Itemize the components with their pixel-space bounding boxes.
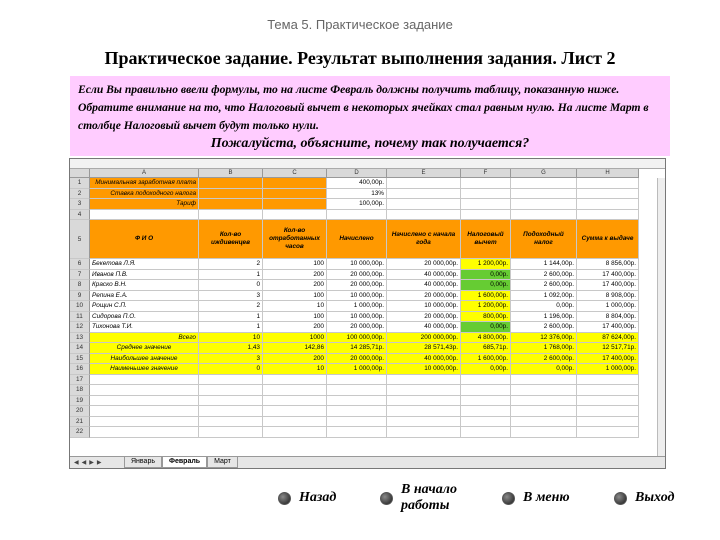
cell-f14[interactable]: 685,71р.: [461, 343, 511, 354]
cell-b18[interactable]: [199, 385, 263, 396]
cell-b13[interactable]: 10: [199, 333, 263, 344]
cell-e2[interactable]: [387, 189, 461, 200]
cell-e20[interactable]: [387, 406, 461, 417]
cell-f20[interactable]: [461, 406, 511, 417]
cell-d16[interactable]: 1 000,00р.: [327, 364, 387, 375]
cell-a15[interactable]: Наибольшее значение: [90, 354, 199, 365]
cell-c11[interactable]: 100: [263, 312, 327, 323]
cell-d4[interactable]: [327, 210, 387, 221]
cell-e4[interactable]: [387, 210, 461, 221]
cell-d17[interactable]: [327, 375, 387, 386]
cell-e6[interactable]: 20 000,00р.: [387, 259, 461, 270]
cell-c6[interactable]: 100: [263, 259, 327, 270]
row-header[interactable]: 11: [70, 312, 90, 323]
table-row: [70, 322, 639, 333]
spreadsheet-grid: [70, 178, 639, 438]
cell-h22[interactable]: [577, 427, 639, 438]
cell-h20[interactable]: [577, 406, 639, 417]
cell-f3[interactable]: [461, 199, 511, 210]
cell-a16[interactable]: Наименьшее значение: [90, 364, 199, 375]
instruction-question: Пожалуйста, объясните, почему так получается?: [210, 136, 530, 151]
cell-h7[interactable]: 17 400,00р.: [577, 270, 639, 281]
cell-d8[interactable]: 20 000,00р.: [327, 280, 387, 291]
row-header[interactable]: 1: [70, 178, 90, 189]
cell-d20[interactable]: [327, 406, 387, 417]
table-row: [70, 385, 639, 396]
cell-g12[interactable]: 2 600,00р.: [511, 322, 577, 333]
column-header-b[interactable]: B: [199, 169, 263, 178]
cell-f19[interactable]: [461, 396, 511, 407]
cell-a5[interactable]: Ф И О: [90, 220, 199, 259]
cell-h1[interactable]: [577, 178, 639, 189]
cell-a1[interactable]: Минимальная заработная плата: [90, 178, 199, 189]
table-row: [70, 312, 639, 323]
cell-a8[interactable]: Краско В.Н.: [90, 280, 199, 291]
cell-e5[interactable]: Начислено с начала года: [387, 220, 461, 259]
cell-d5[interactable]: Начислено: [327, 220, 387, 259]
cell-g4[interactable]: [511, 210, 577, 221]
cell-h21[interactable]: [577, 417, 639, 428]
cell-e8[interactable]: 40 000,00р.: [387, 280, 461, 291]
cell-c21[interactable]: [263, 417, 327, 428]
menu-button[interactable]: [502, 490, 570, 506]
table-row: [70, 270, 639, 281]
cell-e21[interactable]: [387, 417, 461, 428]
cell-c7[interactable]: 200: [263, 270, 327, 281]
cell-d3[interactable]: 100,00р.: [327, 199, 387, 210]
table-row: [70, 291, 639, 302]
cell-b15[interactable]: 3: [199, 354, 263, 365]
cell-h5[interactable]: Сумма к выдаче: [577, 220, 639, 259]
cell-e12[interactable]: 40 000,00р.: [387, 322, 461, 333]
column-header-f[interactable]: F: [461, 169, 511, 178]
cell-c22[interactable]: [263, 427, 327, 438]
cell-d6[interactable]: 10 000,00р.: [327, 259, 387, 270]
cell-g19[interactable]: [511, 396, 577, 407]
cell-b12[interactable]: 1: [199, 322, 263, 333]
cell-c10[interactable]: 10: [263, 301, 327, 312]
cell-f22[interactable]: [461, 427, 511, 438]
cell-b2[interactable]: [199, 189, 263, 200]
cell-g17[interactable]: [511, 375, 577, 386]
cell-d19[interactable]: [327, 396, 387, 407]
column-header-c[interactable]: C: [263, 169, 327, 178]
cell-h19[interactable]: [577, 396, 639, 407]
row-header[interactable]: 2: [70, 189, 90, 200]
row-header[interactable]: 9: [70, 291, 90, 302]
cell-e7[interactable]: 40 000,00р.: [387, 270, 461, 281]
cell-d15[interactable]: 20 000,00р.: [327, 354, 387, 365]
row-header[interactable]: 5: [70, 220, 90, 259]
cell-g1[interactable]: [511, 178, 577, 189]
row-header[interactable]: 15: [70, 354, 90, 365]
cell-e22[interactable]: [387, 427, 461, 438]
cell-c16[interactable]: 10: [263, 364, 327, 375]
row-header[interactable]: 16: [70, 364, 90, 375]
cell-h13[interactable]: 87 624,00р.: [577, 333, 639, 344]
table-row: [70, 259, 639, 270]
exit-label: Выход: [635, 490, 675, 505]
cell-a2[interactable]: Ставка подоходного налога: [90, 189, 199, 200]
cell-d18[interactable]: [327, 385, 387, 396]
row-header[interactable]: 21: [70, 417, 90, 428]
cell-a6[interactable]: Бекетова Л.Я.: [90, 259, 199, 270]
table-row: [70, 189, 639, 200]
cell-f1[interactable]: [461, 178, 511, 189]
cell-b20[interactable]: [199, 406, 263, 417]
cell-h2[interactable]: [577, 189, 639, 200]
cell-a20[interactable]: [90, 406, 199, 417]
cell-g9[interactable]: 1 092,00р.: [511, 291, 577, 302]
table-row: [70, 178, 639, 189]
sheet-tab[interactable]: Март: [207, 457, 238, 468]
table-row: [70, 417, 639, 428]
cell-h4[interactable]: [577, 210, 639, 221]
row-header[interactable]: 4: [70, 210, 90, 221]
cell-e9[interactable]: 20 000,00р.: [387, 291, 461, 302]
cell-f7[interactable]: 0,00р.: [461, 270, 511, 281]
cell-c3[interactable]: [263, 199, 327, 210]
cell-g11[interactable]: 1 196,00р.: [511, 312, 577, 323]
start-button[interactable]: [380, 482, 480, 514]
cell-h3[interactable]: [577, 199, 639, 210]
cell-d1[interactable]: 400,00р.: [327, 178, 387, 189]
cell-g18[interactable]: [511, 385, 577, 396]
column-header-d[interactable]: D: [327, 169, 387, 178]
cell-g21[interactable]: [511, 417, 577, 428]
cell-h15[interactable]: 17 400,00р.: [577, 354, 639, 365]
cell-g22[interactable]: [511, 427, 577, 438]
table-row: [70, 220, 639, 259]
cell-b21[interactable]: [199, 417, 263, 428]
table-row: [70, 301, 639, 312]
column-headers: [70, 169, 639, 178]
cell-e15[interactable]: 40 000,00р.: [387, 354, 461, 365]
cell-d14[interactable]: 14 285,71р.: [327, 343, 387, 354]
cell-h17[interactable]: [577, 375, 639, 386]
cell-f9[interactable]: 1 600,00р.: [461, 291, 511, 302]
cell-a4[interactable]: [90, 210, 199, 221]
row-header[interactable]: 8: [70, 280, 90, 291]
cell-h9[interactable]: 8 908,00р.: [577, 291, 639, 302]
cell-c12[interactable]: 200: [263, 322, 327, 333]
column-header-h[interactable]: H: [577, 169, 639, 178]
cell-b22[interactable]: [199, 427, 263, 438]
instruction-note: [70, 76, 670, 156]
cell-c8[interactable]: 200: [263, 280, 327, 291]
cell-a18[interactable]: [90, 385, 199, 396]
cell-f18[interactable]: [461, 385, 511, 396]
cell-b11[interactable]: 1: [199, 312, 263, 323]
row-header[interactable]: 13: [70, 333, 90, 344]
sheet-tabs: [70, 456, 666, 468]
page-title: Практическое задание. Результат выполнения задания. Лист 2: [104, 48, 616, 68]
cell-d22[interactable]: [327, 427, 387, 438]
row-header[interactable]: 12: [70, 322, 90, 333]
cell-a17[interactable]: [90, 375, 199, 386]
cell-g14[interactable]: 1 768,00р.: [511, 343, 577, 354]
cell-e18[interactable]: [387, 385, 461, 396]
back-bullet-icon: [278, 492, 291, 505]
cell-b9[interactable]: 3: [199, 291, 263, 302]
cell-g20[interactable]: [511, 406, 577, 417]
cell-a7[interactable]: Иванов П.В.: [90, 270, 199, 281]
cell-h18[interactable]: [577, 385, 639, 396]
cell-b10[interactable]: 2: [199, 301, 263, 312]
row-header[interactable]: 10: [70, 301, 90, 312]
cell-b7[interactable]: 1: [199, 270, 263, 281]
cell-g10[interactable]: 0,00р.: [511, 301, 577, 312]
row-header[interactable]: 18: [70, 385, 90, 396]
table-row: [70, 210, 639, 221]
vertical-scrollbar[interactable]: [657, 178, 665, 456]
cell-f12[interactable]: 0,00р.: [461, 322, 511, 333]
row-header[interactable]: 7: [70, 270, 90, 281]
cell-b5[interactable]: Кол-во иждивенцев: [199, 220, 263, 259]
table-row: [70, 396, 639, 407]
cell-h14[interactable]: 12 517,71р.: [577, 343, 639, 354]
row-header[interactable]: 22: [70, 427, 90, 438]
cell-f8[interactable]: 0,00р.: [461, 280, 511, 291]
cell-b3[interactable]: [199, 199, 263, 210]
cell-a3[interactable]: Тариф: [90, 199, 199, 210]
cell-g3[interactable]: [511, 199, 577, 210]
cell-h16[interactable]: 1 000,00р.: [577, 364, 639, 375]
cell-g7[interactable]: 2 600,00р.: [511, 270, 577, 281]
column-header-e[interactable]: E: [387, 169, 461, 178]
cell-c2[interactable]: [263, 189, 327, 200]
cell-b6[interactable]: 2: [199, 259, 263, 270]
exit-button[interactable]: [614, 490, 674, 506]
table-row: [70, 354, 639, 365]
cell-c14[interactable]: 142,86: [263, 343, 327, 354]
row-header[interactable]: 6: [70, 259, 90, 270]
navigation-bar: [0, 482, 720, 522]
cell-g8[interactable]: 2 600,00р.: [511, 280, 577, 291]
cell-f10[interactable]: 1 200,00р.: [461, 301, 511, 312]
table-row: [70, 199, 639, 210]
cell-e11[interactable]: 20 000,00р.: [387, 312, 461, 323]
table-row: [70, 280, 639, 291]
cell-e1[interactable]: [387, 178, 461, 189]
cell-d13[interactable]: 100 000,00р.: [327, 333, 387, 344]
cell-c15[interactable]: 200: [263, 354, 327, 365]
cell-g6[interactable]: 1 144,00р.: [511, 259, 577, 270]
cell-g13[interactable]: 12 376,00р.: [511, 333, 577, 344]
topic-header: Тема 5. Практическое задание: [267, 17, 453, 32]
cell-e13[interactable]: 200 000,00р.: [387, 333, 461, 344]
back-button[interactable]: [278, 490, 336, 506]
cell-b14[interactable]: 1,43: [199, 343, 263, 354]
cell-e10[interactable]: 10 000,00р.: [387, 301, 461, 312]
row-header[interactable]: 17: [70, 375, 90, 386]
start-label: В начало работы: [401, 482, 457, 513]
cell-a13[interactable]: Всего: [90, 333, 199, 344]
cell-b8[interactable]: 0: [199, 280, 263, 291]
cell-h10[interactable]: 1 000,00р.: [577, 301, 639, 312]
cell-e16[interactable]: 10 000,00р.: [387, 364, 461, 375]
sheet-tab[interactable]: Январь: [124, 457, 162, 468]
table-row: [70, 333, 639, 344]
table-row: [70, 375, 639, 386]
cell-f21[interactable]: [461, 417, 511, 428]
cell-b1[interactable]: [199, 178, 263, 189]
cell-a14[interactable]: Среднее значение: [90, 343, 199, 354]
cell-c1[interactable]: [263, 178, 327, 189]
cell-f2[interactable]: [461, 189, 511, 200]
cell-b4[interactable]: [199, 210, 263, 221]
instruction-text: Если Вы правильно ввели формулы, то на листе Февраль должны получить таблицу, показанную ниже. Обратите внимание на то, что Налоговый вычет в некоторых ячейках стал равным нулю. На листе Март в столбце Налоговый вычет будут только нули.: [78, 83, 649, 132]
cell-g5[interactable]: Подоходный налог: [511, 220, 577, 259]
cell-d2[interactable]: 13%: [327, 189, 387, 200]
row-header[interactable]: 20: [70, 406, 90, 417]
menu-label: В меню: [523, 490, 570, 505]
cell-c17[interactable]: [263, 375, 327, 386]
cell-a22[interactable]: [90, 427, 199, 438]
row-header[interactable]: 19: [70, 396, 90, 407]
cell-a9[interactable]: Репина Е.А.: [90, 291, 199, 302]
cell-f6[interactable]: 1 200,00р.: [461, 259, 511, 270]
table-row: [70, 406, 639, 417]
cell-c19[interactable]: [263, 396, 327, 407]
cell-h6[interactable]: 8 856,00р.: [577, 259, 639, 270]
cell-f16[interactable]: 0,00р.: [461, 364, 511, 375]
cell-d7[interactable]: 20 000,00р.: [327, 270, 387, 281]
cell-h8[interactable]: 17 400,00р.: [577, 280, 639, 291]
table-row: [70, 343, 639, 354]
cell-e3[interactable]: [387, 199, 461, 210]
cell-c5[interactable]: Кол-во отработанных часов: [263, 220, 327, 259]
cell-a19[interactable]: [90, 396, 199, 407]
cell-d12[interactable]: 20 000,00р.: [327, 322, 387, 333]
back-label: Назад: [299, 490, 337, 505]
cell-f4[interactable]: [461, 210, 511, 221]
cell-b17[interactable]: [199, 375, 263, 386]
cell-f17[interactable]: [461, 375, 511, 386]
column-header-g[interactable]: G: [511, 169, 577, 178]
menu-bullet-icon: [502, 492, 515, 505]
cell-d11[interactable]: 10 000,00р.: [327, 312, 387, 323]
cell-g2[interactable]: [511, 189, 577, 200]
cell-f5[interactable]: Налоговый вычет: [461, 220, 511, 259]
cell-a11[interactable]: Сидорова П.О.: [90, 312, 199, 323]
cell-f15[interactable]: 1 600,00р.: [461, 354, 511, 365]
tab-scroll-arrows[interactable]: ◀ ◀ ▶ ▶: [74, 460, 102, 466]
start-bullet-icon: [380, 492, 393, 505]
cell-f11[interactable]: 800,00р.: [461, 312, 511, 323]
corner-cell[interactable]: [70, 169, 90, 178]
cell-e14[interactable]: 28 571,43р.: [387, 343, 461, 354]
cell-c20[interactable]: [263, 406, 327, 417]
cell-d21[interactable]: [327, 417, 387, 428]
table-row: [70, 364, 639, 375]
cell-d10[interactable]: 1 000,00р.: [327, 301, 387, 312]
cell-f13[interactable]: 4 800,00р.: [461, 333, 511, 344]
sheet-tab[interactable]: Февраль: [162, 457, 207, 468]
cell-b19[interactable]: [199, 396, 263, 407]
cell-a21[interactable]: [90, 417, 199, 428]
exit-bullet-icon: [614, 492, 627, 505]
cell-h12[interactable]: 17 400,00р.: [577, 322, 639, 333]
cell-a12[interactable]: Тихонова Т.И.: [90, 322, 199, 333]
table-row: [70, 427, 639, 438]
cell-c18[interactable]: [263, 385, 327, 396]
spreadsheet-screenshot: [69, 158, 666, 469]
cell-c4[interactable]: [263, 210, 327, 221]
cell-g16[interactable]: 0,00р.: [511, 364, 577, 375]
cell-h11[interactable]: 8 804,00р.: [577, 312, 639, 323]
cell-e17[interactable]: [387, 375, 461, 386]
cell-d9[interactable]: 10 000,00р.: [327, 291, 387, 302]
column-header-a[interactable]: A: [90, 169, 199, 178]
formula-bar: [70, 159, 665, 169]
cell-a10[interactable]: Рощин С.П.: [90, 301, 199, 312]
cell-g15[interactable]: 2 600,00р.: [511, 354, 577, 365]
cell-e19[interactable]: [387, 396, 461, 407]
cell-c9[interactable]: 100: [263, 291, 327, 302]
cell-b16[interactable]: 0: [199, 364, 263, 375]
row-header[interactable]: 14: [70, 343, 90, 354]
row-header[interactable]: 3: [70, 199, 90, 210]
cell-c13[interactable]: 1000: [263, 333, 327, 344]
